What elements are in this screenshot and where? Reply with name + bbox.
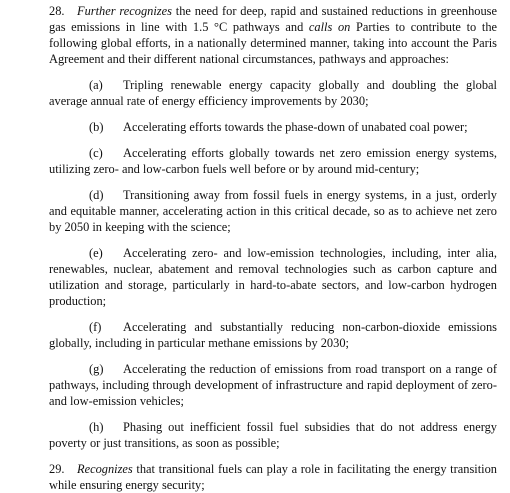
- list-item-label: (c): [89, 146, 103, 160]
- paragraph-text: Parties to contribute to the following global efforts, in a nationally determined manner, taking into account the Paris Agreement and their different national circumstances, pathways and approaches:: [49, 20, 498, 66]
- list-item-label: (b): [89, 120, 104, 134]
- list-item: [49, 245, 497, 309]
- list-item-text: Tripling renewable energy capacity globally and doubling the global average annual rate of energy efficiency improvements by 2030;: [49, 78, 497, 108]
- list-item-label: (d): [89, 188, 104, 202]
- paragraph-text: that transitional fuels can play a role in facilitating the energy transition while ensuring energy security;: [49, 462, 497, 492]
- list-item: [49, 187, 497, 235]
- paragraph-number: 29.: [49, 462, 65, 476]
- paragraph-emphasis: Recognizes: [77, 462, 133, 476]
- list-item-text: Transitioning away from fossil fuels in energy systems, in a just, orderly and equitable manner, accelerating action in this critical decade, so as to achieve net zero by 2050 in keeping with the science;: [49, 188, 497, 234]
- list-item-text: Accelerating efforts towards the phase-down of unabated coal power;: [123, 120, 468, 134]
- list-item: [49, 319, 497, 351]
- list-item-text: Accelerating zero- and low-emission technologies, including, inter alia, renewables, nuclear, abatement and removal technologies such as carbon capture and utilization and storage, particularly in hard-to-abate sectors, and low-carbon hydrogen production;: [49, 246, 497, 308]
- list-item: [49, 119, 497, 135]
- list-item: [49, 361, 497, 409]
- list-item-label: (a): [89, 78, 103, 92]
- list-item-text: Accelerating and substantially reducing non-carbon-dioxide emissions globally, including in particular methane emissions by 2030;: [49, 320, 497, 350]
- paragraph-29: [49, 461, 497, 493]
- list-item-label: (g): [89, 362, 104, 376]
- list-item: [49, 77, 497, 109]
- paragraph-28: [49, 3, 497, 67]
- list-item-text: Phasing out inefficient fossil fuel subsidies that do not address energy poverty or just transitions, as soon as possible;: [49, 420, 497, 450]
- list-item-text: Accelerating efforts globally towards net zero emission energy systems, utilizing zero- and low-carbon fuels well before or by around mid-century;: [49, 146, 497, 176]
- list-item: [49, 145, 497, 177]
- list-item-text: Accelerating the reduction of emissions from road transport on a range of pathways, including through development of infrastructure and rapid deployment of zero- and low-emission vehicles;: [49, 362, 497, 408]
- list-item-label: (e): [89, 246, 103, 260]
- paragraph-emphasis: Further recognizes: [77, 4, 172, 18]
- paragraph-text: the need for deep, rapid and sustained reductions in greenhouse gas emissions in line with 1.5 °C pathways and: [49, 4, 497, 34]
- list-item-label: (f): [89, 320, 102, 334]
- paragraph-emphasis: calls on: [308, 20, 351, 34]
- paragraph-number: 28.: [49, 4, 65, 18]
- list-item-label: (h): [89, 420, 104, 434]
- list-item: [49, 419, 497, 451]
